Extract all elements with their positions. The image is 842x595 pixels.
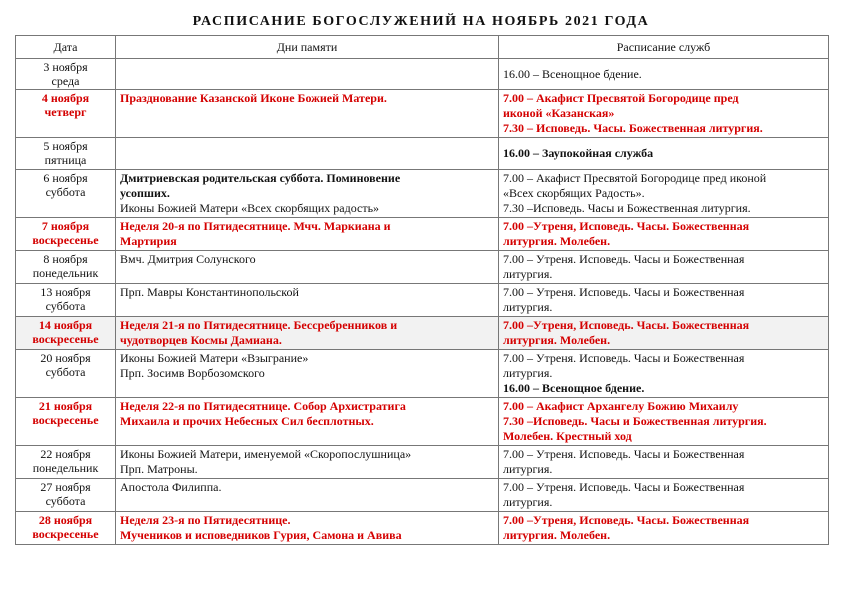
memory-line: Мартирия [120,234,177,248]
table-row [16,350,829,398]
memory-line: Празднование Казанской Иконе Божией Матери. [120,91,387,105]
date-line: 27 ноября [40,480,91,494]
memory-cell [116,350,499,398]
table-row [16,90,829,138]
table-row [16,59,829,90]
services-cell [499,170,829,218]
date-line: 6 ноября [43,171,88,185]
memory-cell [116,138,499,170]
services-line: 16.00 – Всенощное бдение. [503,66,642,81]
services-line: 7.00 – Акафист Пресвятой Богородице пред [503,91,739,105]
date-cell [16,350,116,398]
memory-cell [116,317,499,350]
table-row [16,138,829,170]
date-line: 22 ноября [40,447,91,461]
memory-line: Прп. Мавры Константинопольской [120,285,299,299]
date-line: суббота [45,299,86,313]
services-line: литургия. [503,495,553,509]
services-line: литургия. Молебен. [503,333,611,347]
services-cell [499,317,829,350]
services-line: 7.30 – Исповедь. Часы. Божественная литургия. [503,121,763,135]
date-cell [16,512,116,545]
table-row [16,317,829,350]
date-line: 4 ноября [41,91,90,105]
memory-cell [116,479,499,512]
date-line: 21 ноября [38,399,93,413]
table-row [16,218,829,251]
services-line: литургия. Молебен. [503,528,611,542]
date-cell [16,59,116,90]
services-cell [499,90,829,138]
date-line: понедельник [32,461,99,475]
services-cell [499,350,829,398]
date-cell [16,251,116,284]
date-line: воскресенье [32,332,99,346]
services-line: 7.00 –Утреня, Исповедь. Часы. Божественная [503,219,750,233]
memory-cell [116,170,499,218]
memory-cell [116,398,499,446]
memory-line: Иконы Божией Матери «Всех скорбящих радость» [120,201,380,215]
date-line: суббота [45,365,86,379]
schedule-table [15,35,829,545]
services-line: 7.00 – Утреня. Исповедь. Часы и Божественная [503,480,745,494]
services-line: литургия. [503,366,553,380]
table-row [16,479,829,512]
date-line: четверг [44,105,87,119]
memory-line: Неделя 21-я по Пятидесятнице. Бессребренников и [120,318,398,332]
date-line: суббота [45,494,86,508]
memory-cell [116,512,499,545]
memory-cell [116,59,499,90]
header-memory: Дни памяти [116,36,499,59]
services-cell [499,251,829,284]
services-line: литургия. [503,267,553,281]
table-row [16,170,829,218]
date-cell [16,317,116,350]
memory-line: Иконы Божией Матери «Взыграние» [120,351,309,365]
services-cell [499,398,829,446]
services-line: 7.00 – Акафист Архангелу Божию Михаилу [503,399,739,413]
services-cell [499,59,829,90]
date-cell [16,138,116,170]
memory-line: Мучеников и исповедников Гурия, Самона и Авива [120,528,402,542]
date-line: 28 ноября [38,513,93,527]
table-row [16,251,829,284]
memory-line: Апостола Филиппа. [120,480,222,494]
date-cell [16,284,116,317]
date-cell [16,218,116,251]
memory-line: Иконы Божией Матери, именуемой «Скоропослушница» [120,447,412,461]
services-line: 7.30 –Исповедь. Часы и Божественная литургия. [503,201,751,215]
date-line: воскресенье [32,233,99,247]
services-cell [499,138,829,170]
services-line: литургия. Молебен. [503,234,611,248]
date-line: понедельник [32,266,99,280]
memory-line: чудотворцев Космы Дамиана. [120,333,282,347]
date-cell [16,90,116,138]
services-line: 7.00 – Утреня. Исповедь. Часы и Божественная [503,351,745,365]
table-row [16,512,829,545]
services-line: иконой «Казанская» [503,106,615,120]
header-services: Расписание служб [499,36,829,59]
services-line: Молебен. Крестный ход [503,429,632,443]
memory-line: Вмч. Дмитрия Солунского [120,252,256,266]
memory-line: Михаила и прочих Небесных Сил бесплотных. [120,414,374,428]
date-line: среда [51,74,80,88]
date-line: 13 ноября [40,285,91,299]
date-line: воскресенье [32,413,99,427]
date-line: 8 ноября [43,252,88,266]
services-cell [499,218,829,251]
date-cell [16,479,116,512]
services-line: 7.00 –Утреня, Исповедь. Часы. Божественная [503,318,750,332]
services-line: 7.30 –Исповедь. Часы и Божественная литургия. [503,414,767,428]
date-line: воскресенье [32,527,99,541]
services-cell [499,284,829,317]
memory-cell [116,251,499,284]
table-row [16,398,829,446]
services-line: 7.00 – Утреня. Исповедь. Часы и Божественная [503,252,745,266]
memory-line: Неделя 23-я по Пятидесятнице. [120,513,291,527]
services-cell [499,446,829,479]
date-line: 20 ноября [40,351,91,365]
services-line: 7.00 –Утреня, Исповедь. Часы. Божественная [503,513,750,527]
memory-line: Прп. Матроны. [120,462,198,476]
services-line: 16.00 – Всенощное бдение. [503,381,645,395]
services-cell [499,479,829,512]
table-header-row [16,36,829,59]
table-body [16,59,829,545]
services-line: литургия. [503,300,553,314]
memory-cell [116,446,499,479]
header-date: Дата [16,36,116,59]
date-cell [16,170,116,218]
date-line: 14 ноября [38,318,93,332]
date-line: 7 ноября [41,219,90,233]
memory-cell [116,218,499,251]
table-row [16,446,829,479]
date-line: пятница [44,153,87,167]
memory-cell [116,90,499,138]
page-title: РАСПИСАНИЕ БОГОСЛУЖЕНИЙ НА НОЯБРЬ 2021 ГОДА [192,14,650,29]
memory-cell [116,284,499,317]
memory-line: Неделя 20-я по Пятидесятнице. Мчч. Маркиана и [120,219,391,233]
date-line: 5 ноября [43,139,88,153]
date-cell [16,446,116,479]
date-line: 3 ноября [43,60,88,74]
services-cell [499,512,829,545]
services-line: 16.00 – Заупокойная служба [503,146,654,160]
date-line: суббота [45,185,86,199]
services-line: 7.00 – Утреня. Исповедь. Часы и Божественная [503,447,745,461]
memory-line: Дмитриевская родительская суббота. Поминовение [120,171,401,185]
services-line: «Всех скорбящих Радость». [503,186,645,200]
memory-line: Неделя 22-я по Пятидесятнице. Собор Архистратига [120,399,406,413]
services-line: 7.00 – Акафист Пресвятой Богородице пред иконой [503,171,767,185]
memory-line: Прп. Зосимв Ворбозомского [120,366,265,380]
services-line: 7.00 – Утреня. Исповедь. Часы и Божественная [503,285,745,299]
services-line: литургия. [503,462,553,476]
date-cell [16,398,116,446]
table-row [16,284,829,317]
memory-line: усопших. [120,186,170,200]
